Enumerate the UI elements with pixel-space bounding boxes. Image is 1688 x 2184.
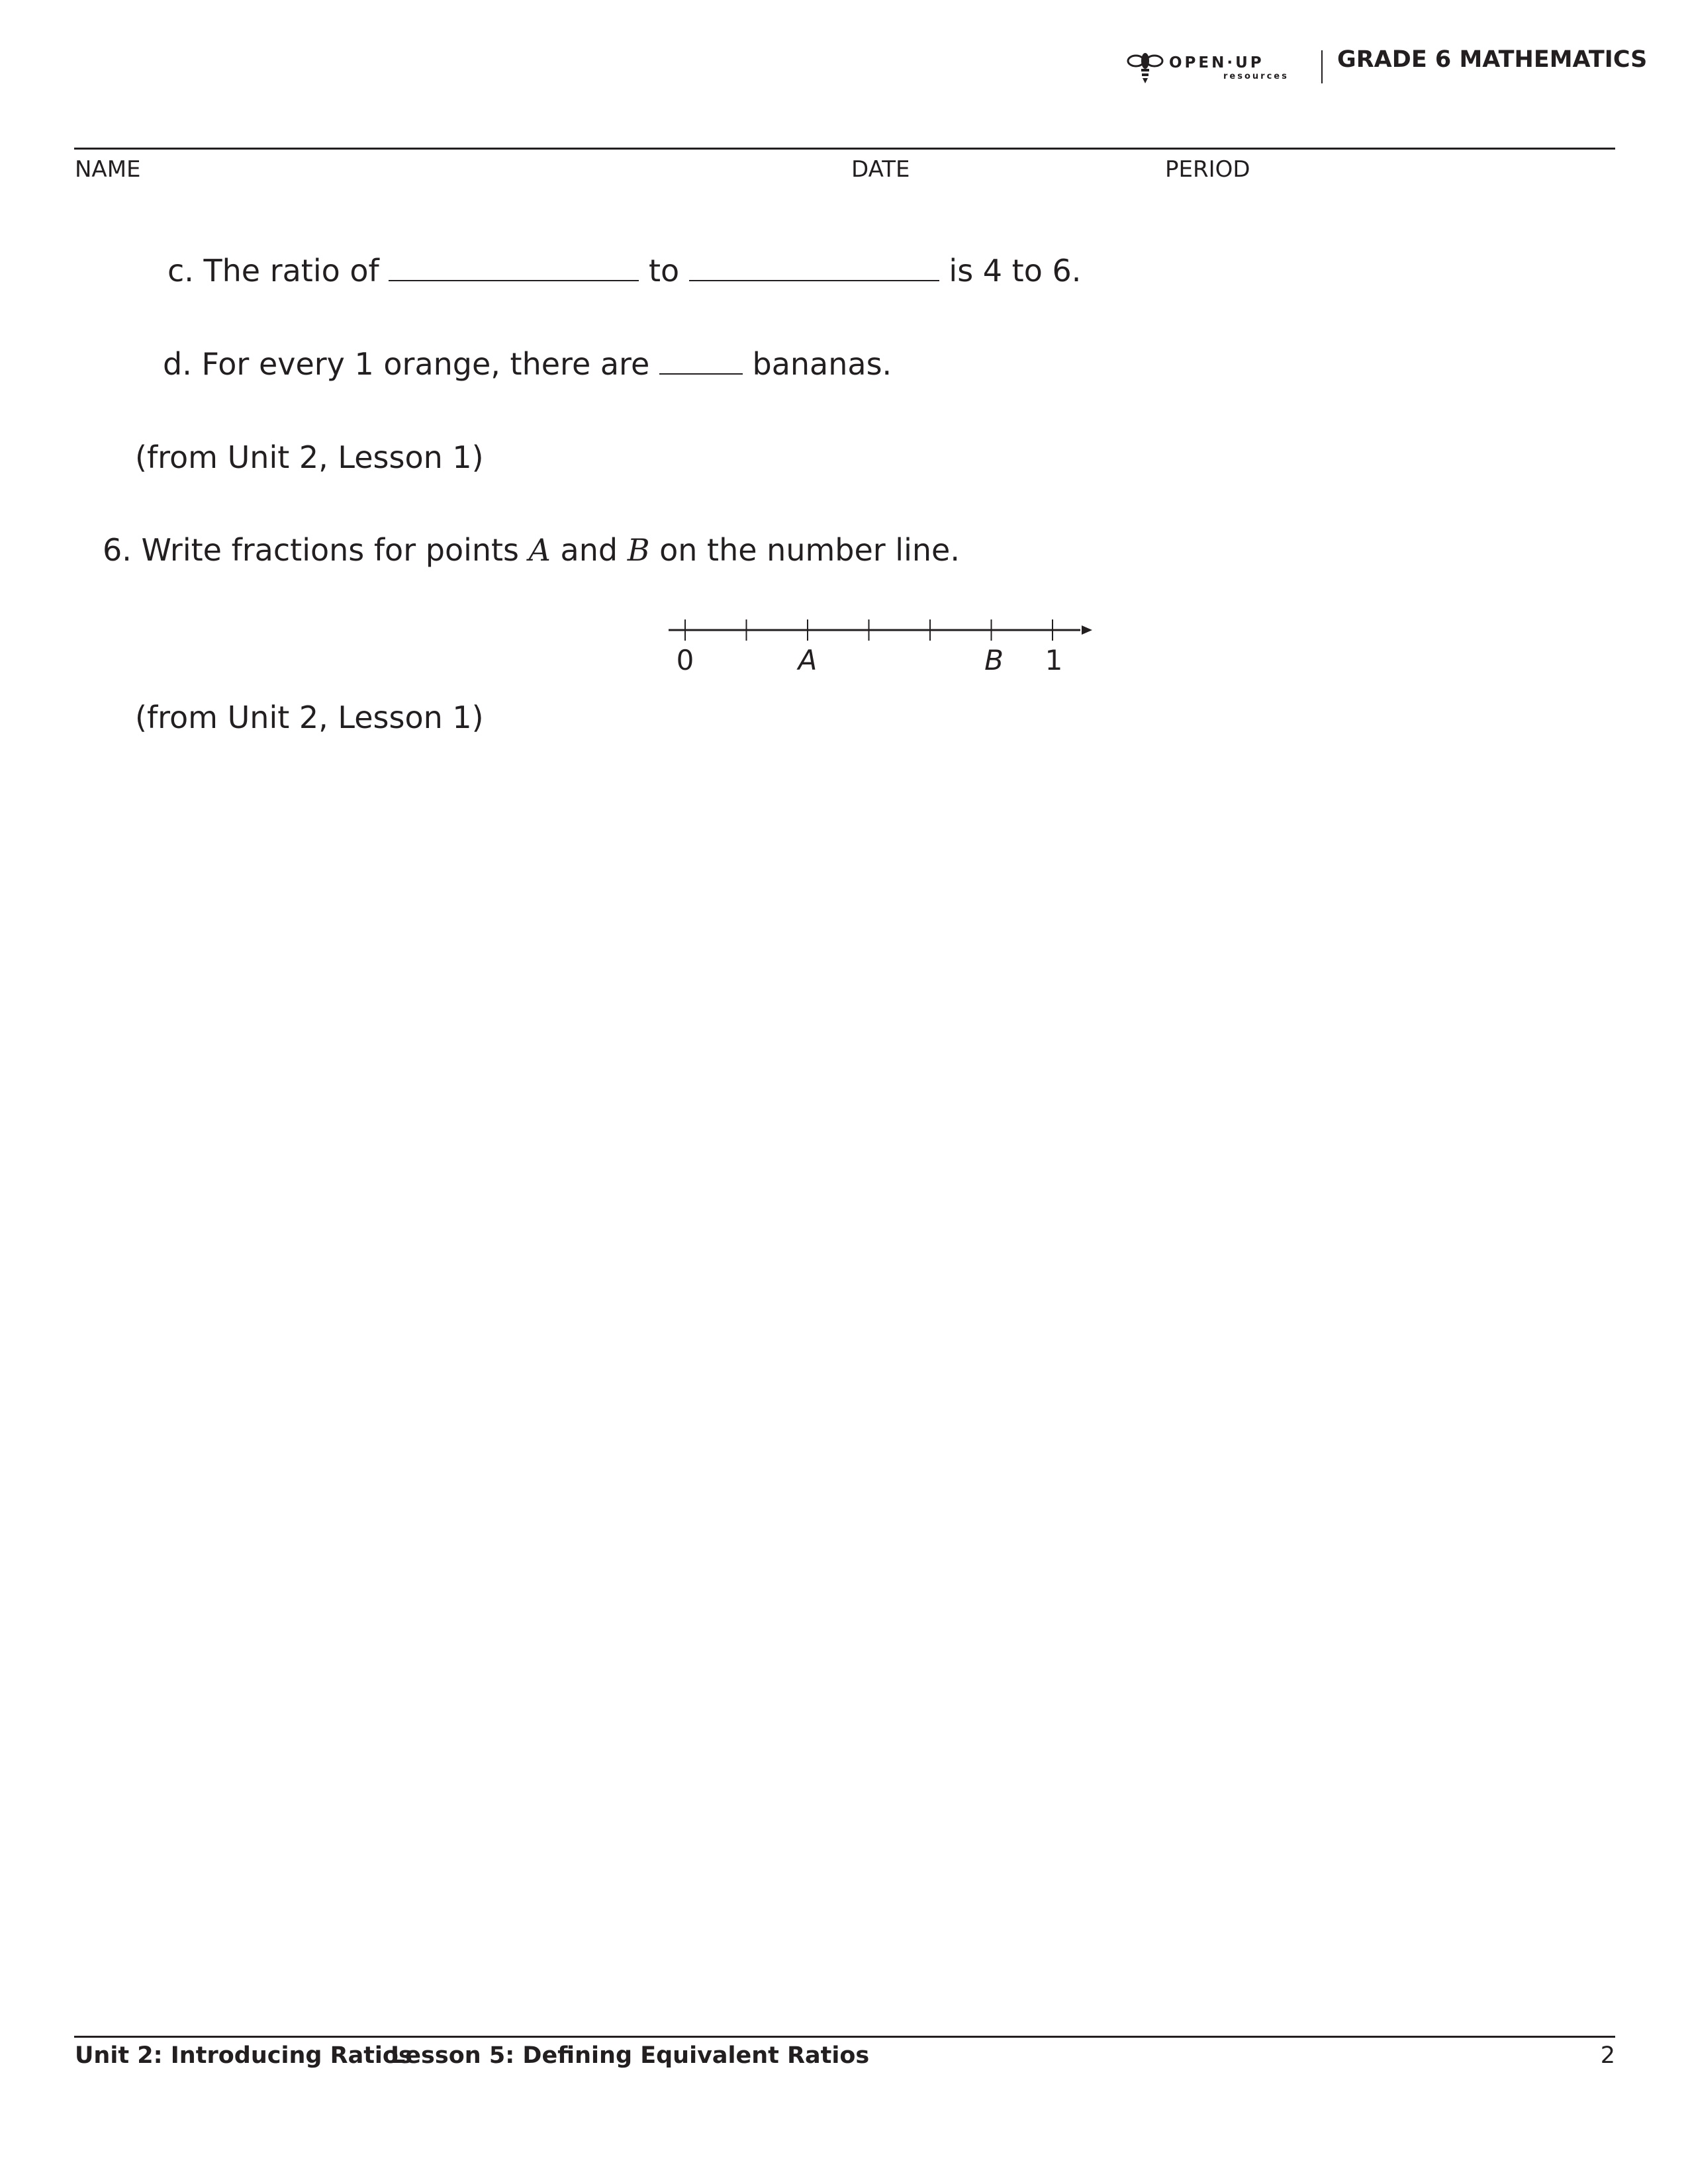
bee-logo-icon (1125, 46, 1165, 90)
footer-lesson-title: Lesson 5: Defining Equivalent Ratios (391, 2042, 870, 2069)
source-reference-2: (from Unit 2, Lesson 1) (135, 700, 484, 735)
answer-blank-c-first[interactable] (389, 279, 639, 281)
header-divider (1321, 50, 1323, 83)
source-reference-1: (from Unit 2, Lesson 1) (135, 439, 484, 475)
question-d-suffix: bananas. (752, 346, 892, 382)
logo-brand-text: OPEN·UP (1169, 54, 1264, 71)
number-line-arrow (1082, 625, 1092, 635)
question-6-var-a: A (528, 532, 551, 568)
number-line-svg (662, 614, 1099, 680)
question-c-middle: to (648, 253, 680, 289)
logo-sub-text: resources (1223, 71, 1289, 81)
question-6-suffix: on the number line. (659, 532, 960, 568)
question-d (163, 346, 892, 382)
question-c-prefix: c. The ratio of (167, 253, 379, 289)
period-label: PERIOD (1165, 156, 1250, 183)
footer-rule (74, 2036, 1615, 2038)
question-6-prefix: 6. Write fractions for points (103, 532, 520, 568)
number-line-label-b: B (984, 644, 1004, 676)
name-line (74, 148, 1615, 150)
question-c-suffix: is 4 to 6. (949, 253, 1082, 289)
answer-blank-c-second[interactable] (689, 279, 939, 281)
number-line-figure (662, 614, 1099, 680)
date-label: DATE (851, 156, 910, 183)
question-6-middle: and (560, 532, 618, 568)
footer-unit-title: Unit 2: Introducing Ratios (75, 2042, 412, 2069)
number-line-label-zero: 0 (676, 644, 694, 676)
number-line-label-a: A (798, 644, 818, 676)
grade-title: GRADE 6 MATHEMATICS (1337, 46, 1648, 73)
question-d-prefix: d. For every 1 orange, there are (163, 346, 650, 382)
answer-blank-d[interactable] (659, 373, 743, 375)
page-number: 2 (1600, 2042, 1615, 2069)
question-6-var-b: B (627, 532, 650, 568)
name-label: NAME (75, 156, 141, 183)
number-line-label-one: 1 (1045, 644, 1063, 676)
question-c (167, 253, 1082, 289)
question-6 (103, 532, 960, 568)
open-up-resources-logo (1125, 46, 1295, 90)
